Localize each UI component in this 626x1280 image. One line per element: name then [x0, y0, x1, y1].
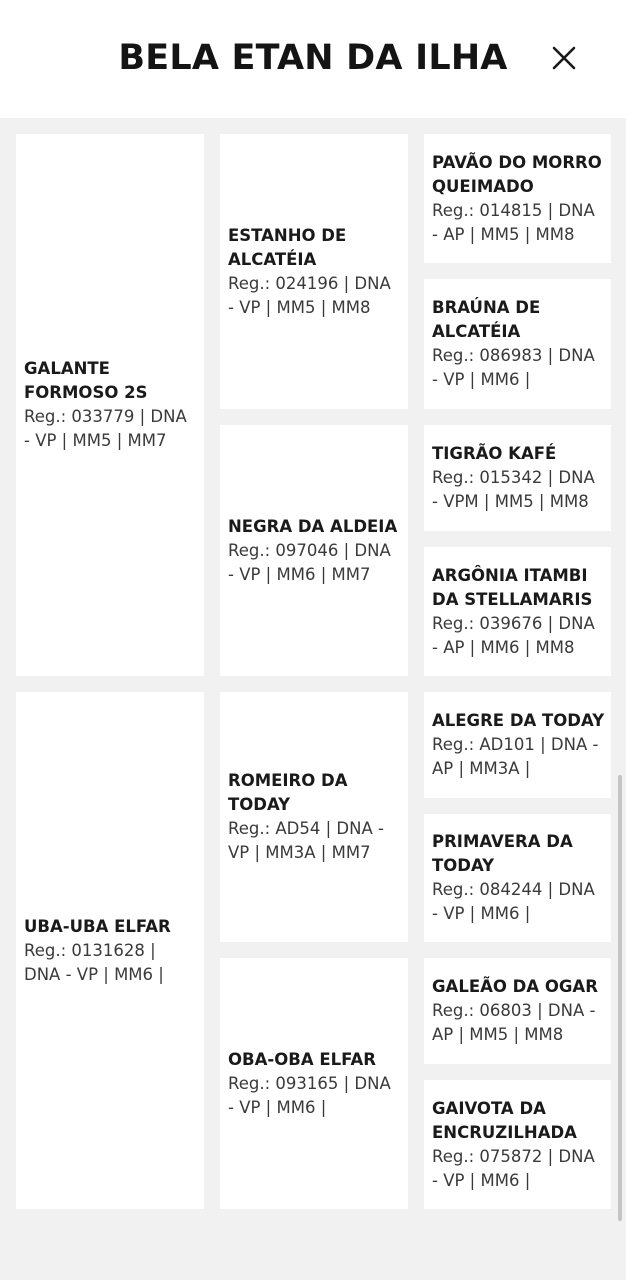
animal-registration: Reg.: 075872 | DNA - VP | MM6 | [432, 1146, 595, 1190]
pedigree-card-great-grandparent[interactable] [424, 1080, 611, 1209]
animal-registration: Reg.: 093165 | DNA - VP | MM6 | [228, 1073, 391, 1117]
animal-name: ARGÔNIA ITAMBI DA STELLAMARIS [432, 565, 593, 609]
animal-name: TIGRÃO KAFÉ [432, 444, 557, 463]
header [0, 0, 626, 118]
pedigree-card-great-grandparent[interactable] [424, 547, 611, 676]
animal-registration: Reg.: 039676 | DNA - AP | MM6 | MM8 [432, 613, 595, 657]
page-title: BELA ETAN DA ILHA [118, 38, 508, 78]
pedigree-card-dam[interactable] [16, 692, 204, 1209]
animal-name: UBA-UBA ELFAR [24, 916, 171, 936]
pedigree-card-grandparent[interactable] [220, 692, 408, 942]
animal-name: BRAÚNA DE ALCATÉIA [432, 298, 541, 341]
pedigree-card-sire[interactable] [16, 134, 204, 676]
animal-registration: Reg.: 0131628 | DNA - VP | MM6 | [24, 940, 164, 984]
animal-name: GALANTE FORMOSO 2S [24, 359, 148, 402]
pedigree-tree [0, 118, 626, 1280]
pedigree-card-great-grandparent[interactable] [424, 279, 611, 409]
animal-registration: Reg.: 06803 | DNA - AP | MM5 | MM8 [432, 1001, 596, 1044]
animal-name: ESTANHO DE ALCATÉIA [228, 225, 347, 269]
animal-registration: Reg.: 015342 | DNA - VPM | MM5 | MM8 [432, 468, 595, 511]
animal-name: GAIVOTA DA ENCRUZILHADA [432, 1098, 577, 1142]
animal-name: PRIMAVERA DA TODAY [432, 832, 573, 875]
close-icon [546, 40, 582, 76]
pedigree-card-great-grandparent[interactable] [424, 692, 611, 798]
animal-registration: Reg.: 033779 | DNA - VP | MM5 | MM7 [24, 407, 187, 450]
pedigree-card-grandparent[interactable] [220, 425, 408, 676]
animal-name: GALEÃO DA OGAR [432, 977, 598, 996]
pedigree-card-grandparent[interactable] [220, 134, 408, 409]
animal-registration: Reg.: 084244 | DNA - VP | MM6 | [432, 880, 595, 923]
close-button[interactable] [546, 40, 582, 76]
animal-registration: Reg.: 024196 | DNA - VP | MM5 | MM8 [228, 273, 391, 317]
animal-name: PAVÃO DO MORRO QUEIMADO [432, 152, 602, 196]
animal-registration: Reg.: 014815 | DNA - AP | MM5 | MM8 [432, 200, 595, 244]
pedigree-card-great-grandparent[interactable] [424, 958, 611, 1064]
animal-name: ALEGRE DA TODAY [432, 711, 605, 730]
scrollbar[interactable] [618, 775, 622, 1221]
pedigree-card-great-grandparent[interactable] [424, 425, 611, 531]
animal-registration: Reg.: AD54 | DNA - VP | MM3A | MM7 [228, 819, 384, 862]
pedigree-card-great-grandparent[interactable] [424, 814, 611, 942]
animal-name: ROMEIRO DA TODAY [228, 771, 348, 814]
pedigree-card-grandparent[interactable] [220, 958, 408, 1209]
animal-registration: Reg.: AD101 | DNA - AP | MM3A | [432, 735, 599, 778]
pedigree-card-great-grandparent[interactable] [424, 134, 611, 263]
animal-registration: Reg.: 086983 | DNA - VP | MM6 | [432, 346, 595, 389]
animal-name: NEGRA DA ALDEIA [228, 516, 398, 536]
animal-registration: Reg.: 097046 | DNA - VP | MM6 | MM7 [228, 540, 391, 584]
animal-name: OBA-OBA ELFAR [228, 1049, 376, 1069]
